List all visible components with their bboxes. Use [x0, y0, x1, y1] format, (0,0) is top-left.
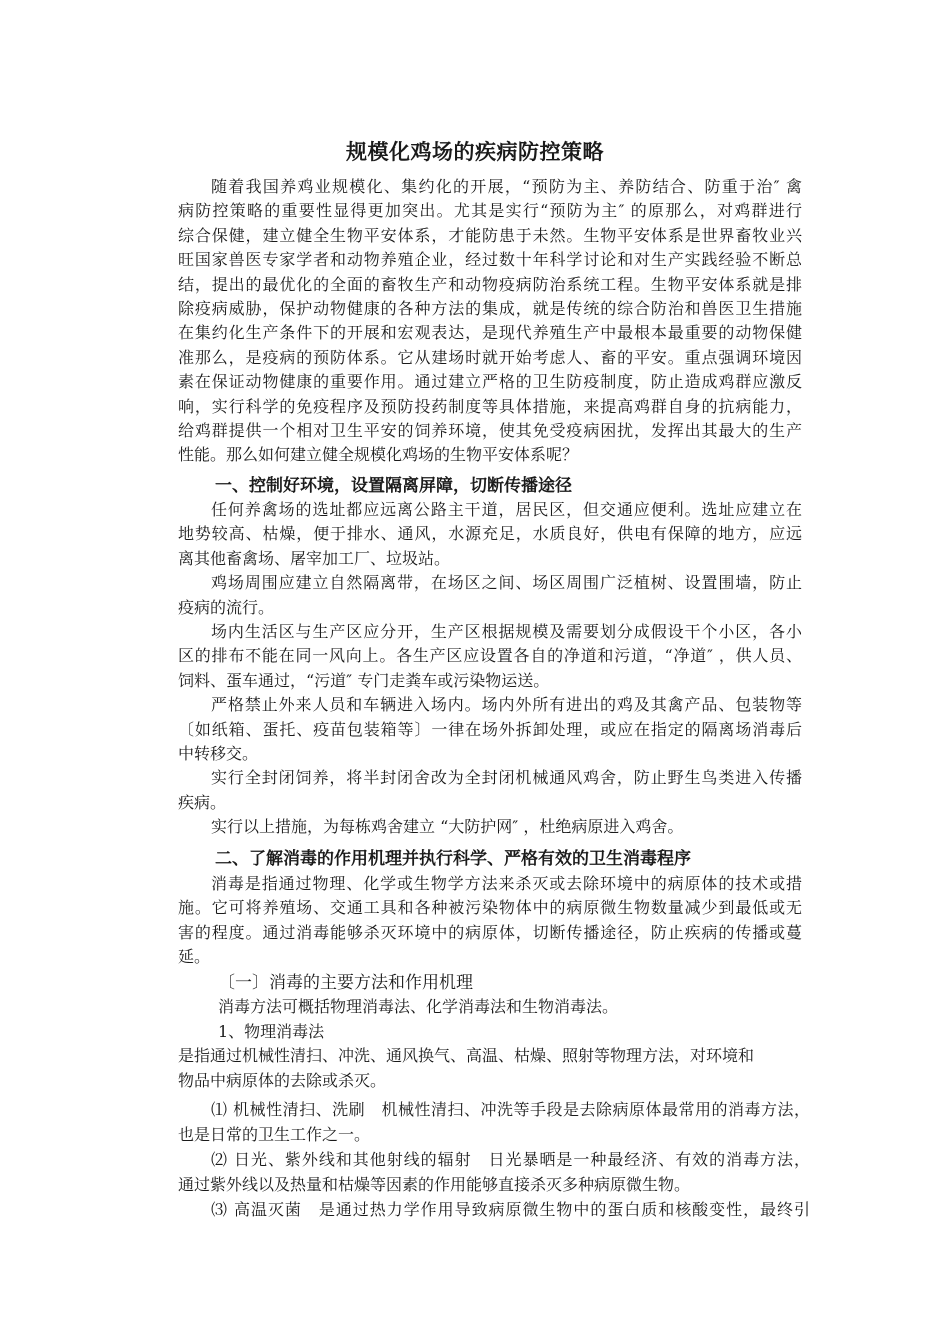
text-line: 〔如纸箱、蛋托、疫苗包装箱等〕一律在场外拆卸处理，或应在指定的隔离场消毒后 — [178, 719, 802, 739]
section-heading-1: 一、控制好环境，设置隔离屏障，切断传播途径 — [215, 476, 572, 496]
text-line: 中转移交。 — [178, 743, 259, 763]
text-line: 消毒是指通过物理、化学或生物学方法来杀灭或去除环境中的病原体的技术或措 — [211, 874, 802, 893]
subsection-1 — [178, 971, 802, 1093]
text-line: 除疫病威胁，保护动物健康的各种方法的集成，就是传统的综合防治和兽医卫生措施 — [178, 298, 802, 318]
text-line: 物品中病原体的去除或杀灭。 — [178, 1070, 387, 1090]
text-line: 鸡场周围应建立自然隔离带，在场区之间、场区周围广泛植树、设置围墙，防止 — [211, 573, 802, 593]
text-line: 旺国家兽医专家学者和动物养殖企业，经过数十年科学讨论和对生产实践经验不断总 — [178, 250, 802, 270]
text-line: 场内生活区与生产区应分开，生产区根据规模及需要划分成假设干个小区，各小 — [211, 621, 802, 641]
list-item: ⑵ 日光、紫外线和其他射线的辐射 日光暴晒是一种最经济、有效的消毒方法， — [211, 1150, 810, 1169]
text-line: 结，提出的最优化的全面的畜牧生产和动物疫病防治系统工程。生物平安体系就是排 — [178, 274, 802, 294]
text-line: 疫病的流行。 — [178, 597, 275, 617]
text-line: 延。 — [178, 947, 211, 967]
text-line: 综合保健，建立健全生物平安体系，才能防患于未然。生物平安体系是世界畜牧业兴 — [178, 225, 802, 245]
list-item: ⑴ 机械性清扫、洗刷 机械性清扫、冲洗等手段是去除病原体最常用的消毒方法， — [211, 1100, 810, 1119]
text-line: 准那么，是疫病的预防体系。它从建场时就开始考虑人、畜的平安。重点强调环境因 — [178, 347, 802, 367]
text-line: 严格禁止外来人员和车辆进入场内。场内外所有进出的鸡及其禽产品、包装物等 — [211, 695, 802, 715]
text-line: 饲料、蛋车通过，“污道″ 专门走粪车或污染物运送。 — [178, 670, 550, 690]
physical-method-title: 1、物理消毒法 — [218, 1021, 325, 1041]
physical-method-items — [178, 1097, 810, 1222]
section1-body — [178, 498, 802, 839]
section-heading-2: 二、了解消毒的作用机理并执行科学、严格有效的卫生消毒程序 — [215, 849, 691, 869]
text-line: 疾病。 — [178, 792, 227, 812]
text-line: 实行以上措施，为每栋鸡舍建立 “大防护网″ ，杜绝病原进入鸡舍。 — [211, 817, 684, 837]
text-line: 病防控策略的重要性显得更加突出。尤其是实行“预防为主″ 的原那么，对鸡群进行 — [178, 201, 802, 221]
intro-paragraph — [178, 175, 802, 468]
text-line: 地势较高、枯燥，便于排水、通风，水源充足，水质良好，供电有保障的地方，应远 — [178, 524, 802, 544]
page-title: 规模化鸡场的疾病防控策略 — [346, 140, 604, 164]
list-item: ⑶ 高温灭菌 是通过热力学作用导致病原微生物中的蛋白质和核酸变性，最终引 — [211, 1200, 810, 1219]
text-line: 离其他畜禽场、屠宰加工厂、垃圾站。 — [178, 548, 451, 568]
text-line: 响，实行科学的免疫程序及预防投药制度等具体措施，来提高鸡群自身的抗病能力， — [178, 396, 802, 416]
text-line: 随着我国养鸡业规模化、集约化的开展，“预防为主、养防结合、防重于治″ 禽 — [211, 177, 802, 196]
text-line: 是指通过机械性清扫、冲洗、通风换气、高温、枯燥、照射等物理方法，对环境和 — [178, 1046, 755, 1066]
list-item: 通过紫外线以及热量和枯燥等因素的作用能够直接杀灭多种病原微生物。 — [178, 1175, 691, 1194]
text-line: 害的程度。通过消毒能够杀灭环境中的病原体，切断传播途径，防止疾病的传播或蔓 — [178, 922, 802, 942]
text-line: 实行全封闭饲养，将半封闭舍改为全封闭机械通风鸡舍，防止野生鸟类进入传播 — [211, 768, 802, 788]
text-line: 素在保证动物健康的重要作用。通过建立严格的卫生防疫制度，防止造成鸡群应激反 — [178, 372, 802, 392]
text-line: 区的排布不能在同一风向上。各生产区应设置各自的净道和污道，“净道″ ，供人员、 — [178, 646, 802, 666]
text-line: 在集约化生产条件下的开展和宏观表达，是现代养殖生产中最根本最重要的动物保健 — [178, 323, 802, 343]
section2-body — [178, 872, 802, 970]
text-line: 任何养禽场的选址都应远离公路主干道，居民区，但交通应便利。选址应建立在 — [211, 500, 802, 519]
list-item: 也是日常的卫生工作之一。 — [178, 1125, 371, 1144]
text-line: 性能。那么如何建立健全规模化鸡场的生物平安体系呢？ — [178, 445, 579, 465]
text-line: 施。它可将养殖场、交通工具和各种被污染物体中的病原微生物数量减少到最低或无 — [178, 898, 802, 918]
text-line: 消毒方法可概括物理消毒法、化学消毒法和生物消毒法。 — [218, 997, 619, 1017]
subsection-title: 〔一〕消毒的主要方法和作用机理 — [218, 973, 473, 993]
text-line: 给鸡群提供一个相对卫生平安的饲养环境，使其免受疫病困扰，发挥出其最大的生产 — [178, 420, 802, 440]
